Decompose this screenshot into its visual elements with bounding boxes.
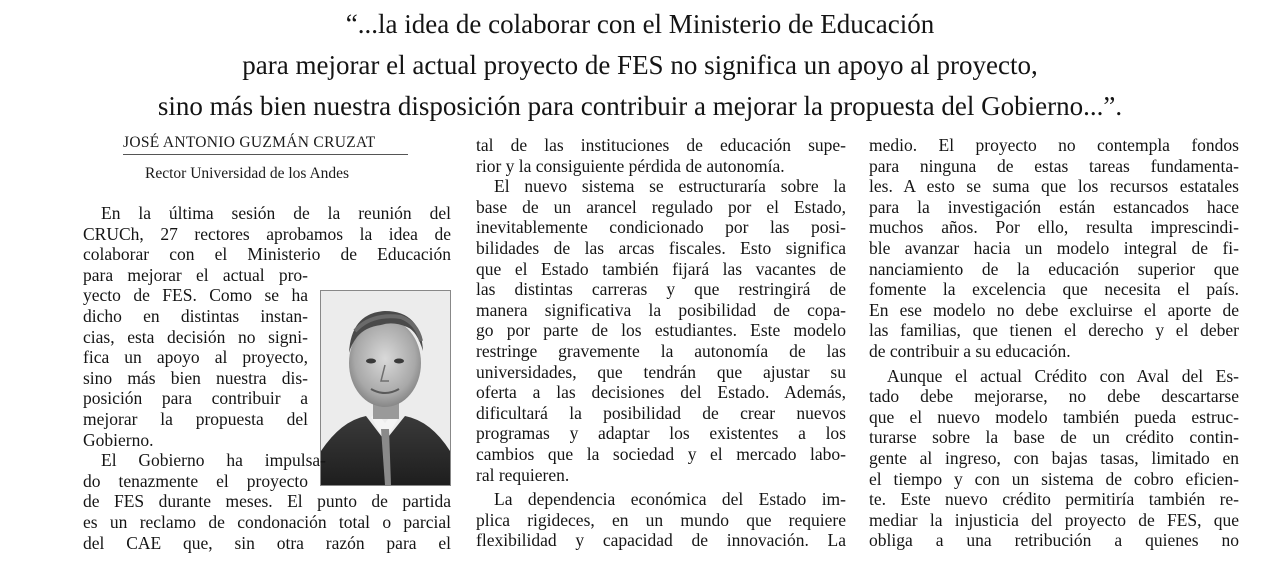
column-2-line: El nuevo sistema se estructuraría sobre la <box>494 176 846 197</box>
column-3-line: que el nuevo modelo también pueda estruc- <box>869 406 1239 427</box>
column-3-line: para ninguna de estas tareas fundamenta- <box>869 155 1239 176</box>
column-1-line: El Gobierno ha impulsa- <box>101 450 326 471</box>
column-2-line: plica rigideces, en un mundo que requiere <box>476 509 846 530</box>
column-3-line: tado debe mejorarse, no debe descartarse <box>869 386 1239 407</box>
column-2-line: oferta a las decisiones del Estado. Además, <box>476 382 846 403</box>
column-2-line: inevitablemente condicionado por las posi- <box>476 217 846 238</box>
article-column-2 <box>476 135 846 551</box>
column-3-line: turarse sobre la base de un crédito contin- <box>869 427 1239 448</box>
column-3-line: En ese modelo no debe excluirse el aporte de <box>869 299 1239 320</box>
column-1-line: CRUCh, 27 rectores aprobamos la idea de <box>83 223 451 244</box>
column-3-line: obliga a una retribución a quienes no <box>869 530 1239 551</box>
pull-quote <box>0 4 1280 127</box>
column-3-line: gente al ingreso, con bajas tasas, limitado en <box>869 447 1239 468</box>
article-column-3 <box>869 135 1239 551</box>
column-2-line: go por parte de los estudiantes. Este modelo <box>476 320 846 341</box>
column-1-line: cias, esta decisión no signi- <box>83 326 308 347</box>
column-1-line: sino más bien nuestra dis- <box>83 367 308 388</box>
column-2-line: dificultará la posibilidad de crear nuevos <box>476 402 846 423</box>
column-2-line: tal de las instituciones de educación supe- <box>476 135 846 155</box>
column-2-line: bilidades de las arcas fiscales. Esto significa <box>476 237 846 258</box>
column-1-line: posición para contribuir a <box>83 388 308 409</box>
column-3-line: les. A esto se suma que los recursos estatales <box>869 176 1239 197</box>
column-3-line: fomente la excelencia que necesita el país. <box>869 279 1239 300</box>
column-1-line: Gobierno. <box>83 429 154 450</box>
article-column-1 <box>83 203 451 553</box>
column-2-line: restringe gravemente la autonomía de las <box>476 340 846 361</box>
pull-quote-line-2: para mejorar el actual proyecto de FES no significa un apoyo al proyecto, <box>242 50 1038 80</box>
column-1-line: yecto de FES. Como se ha <box>83 285 308 306</box>
column-2-line: manera significativa la posibilidad de copa- <box>476 299 846 320</box>
column-1-line: del CAE que, sin otra razón para el <box>83 532 451 553</box>
column-3-line: de contribuir a su educación. <box>869 340 1071 361</box>
column-2-line: La dependencia económica del Estado im- <box>494 489 846 510</box>
column-1-line: fica un apoyo al proyecto, <box>83 347 308 368</box>
column-3-line: medio. El proyecto no contempla fondos <box>869 135 1239 155</box>
column-3-line: Aunque el actual Crédito con Aval del Es- <box>887 365 1239 386</box>
pull-quote-line-3: sino más bien nuestra disposición para contribuir a mejorar la propuesta del Gobierno...”. <box>157 91 1123 121</box>
column-1-line: colaborar con el Ministerio de Educación <box>83 244 451 265</box>
column-1-line: mejorar la propuesta del <box>83 408 308 429</box>
column-2-line: ral requieren. <box>476 464 570 485</box>
column-1-line: de FES durante meses. El punto de partida <box>83 491 451 512</box>
pull-quote-line-1: “...la idea de colaborar con el Ministerio de Educación <box>345 9 935 39</box>
column-3-line: ble avanzar hacia un modelo integral de fi- <box>869 237 1239 258</box>
column-2-line: que el Estado también fijará las vacantes de <box>476 258 846 279</box>
column-1-line: En la última sesión de la reunión del <box>101 203 451 223</box>
column-3-line: las familias, que tienen el derecho y el deber <box>869 320 1239 341</box>
column-3-line: el tiempo y con un sistema de cobro eficien- <box>869 468 1239 489</box>
column-2-line: flexibilidad y capacidad de innovación. La <box>476 530 846 551</box>
author-name: JOSÉ ANTONIO GUZMÁN CRUZAT <box>123 134 408 155</box>
column-3-line: muchos años. Por ello, resulta imprescindi- <box>869 217 1239 238</box>
column-2-line: programas y adaptar los existentes a los <box>476 423 846 444</box>
column-2-line: cambios que la sociedad y el mercado labo- <box>476 443 846 464</box>
column-2-line: rior y la consiguiente pérdida de autonomía. <box>476 155 785 176</box>
column-1-line: es un reclamo de condonación total o parcial <box>83 511 451 532</box>
column-1-line: dicho en distintas instan- <box>83 305 308 326</box>
column-3-line: nanciamiento de la educación superior que <box>869 258 1239 279</box>
column-2-line: universidades, que tendrán que ajustar su <box>476 361 846 382</box>
column-3-line: mediar la injusticia del proyecto de FES, que <box>869 509 1239 530</box>
column-2-line: base de un arancel regulado por el Estado, <box>476 196 846 217</box>
column-2-line: las distintas carreras y que restringirá de <box>476 279 846 300</box>
column-3-line: te. Este nuevo crédito permitiría también re- <box>869 489 1239 510</box>
author-role: Rector Universidad de los Andes <box>145 165 350 182</box>
column-3-line: para la investigación están estancados hace <box>869 196 1239 217</box>
column-1-line: para mejorar el actual pro- <box>83 264 308 285</box>
column-1-line: do tenazmente el proyecto <box>83 470 308 491</box>
